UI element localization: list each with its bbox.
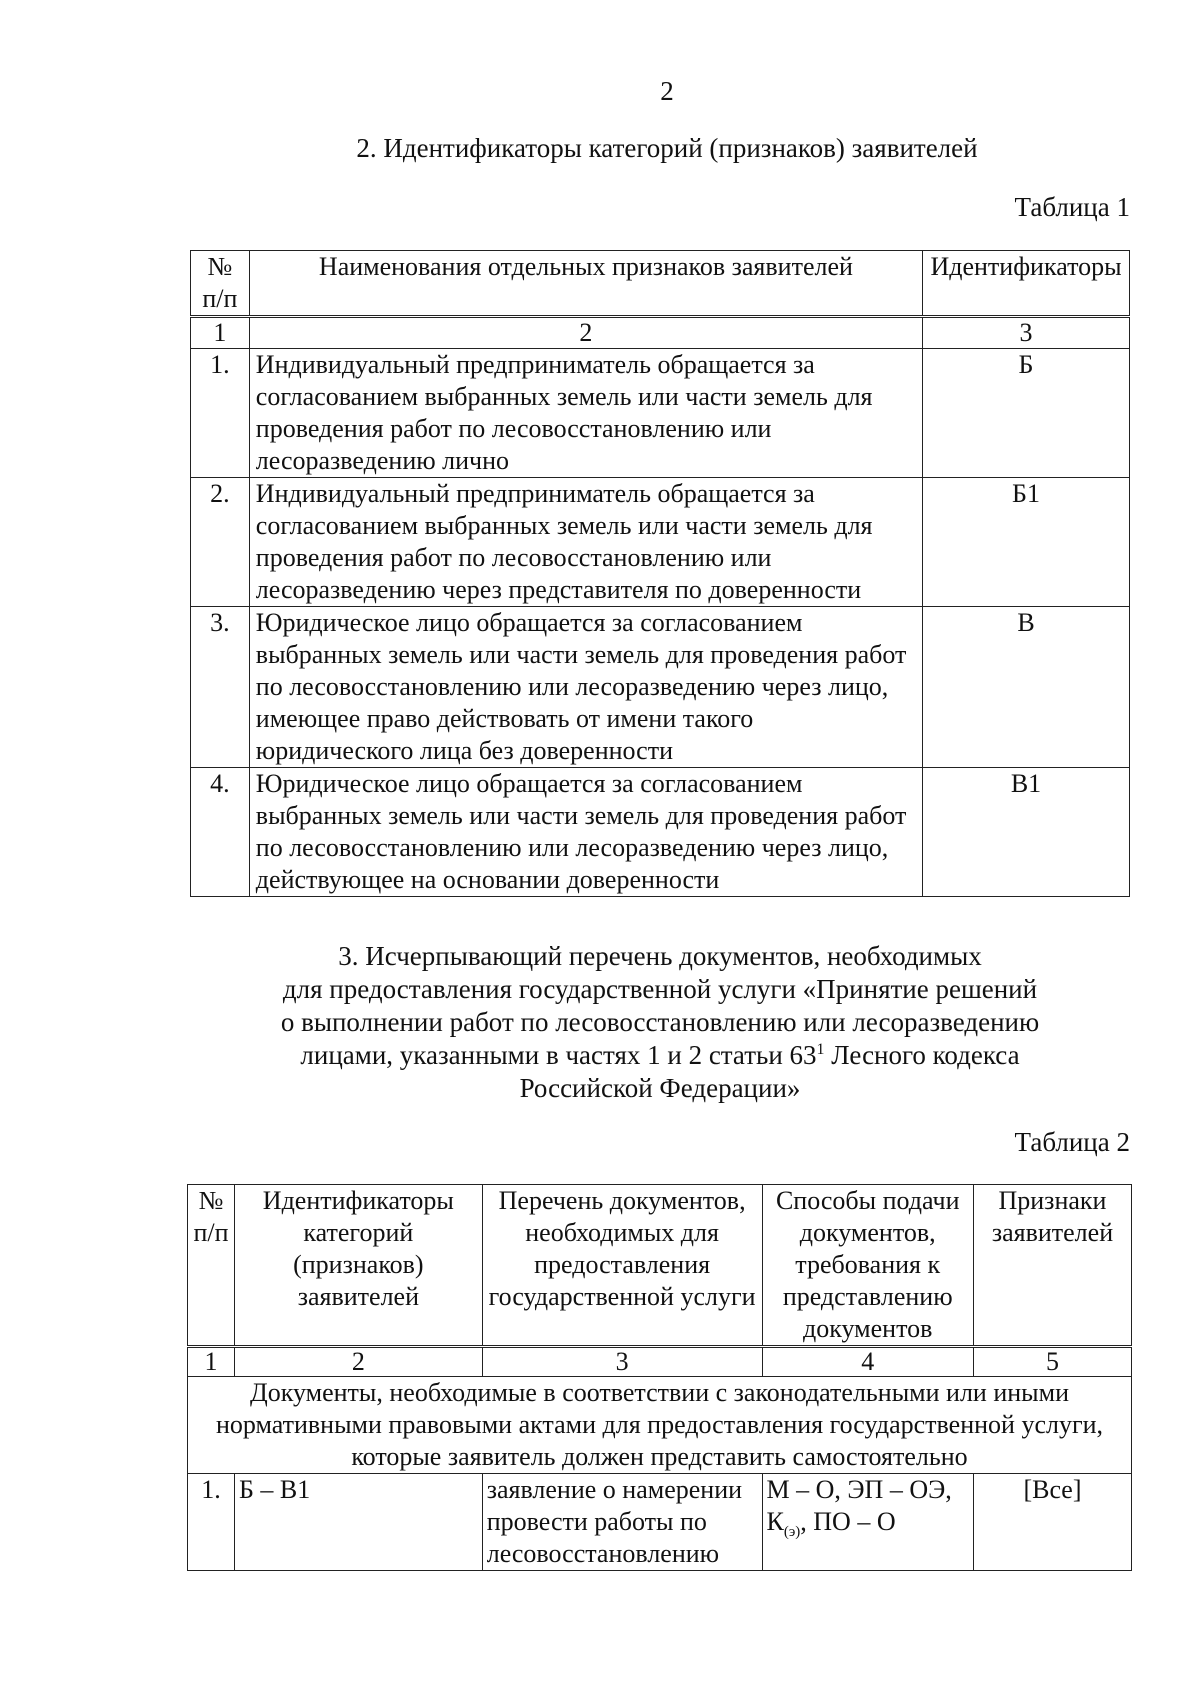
row-document: заявление о намерении провести работы по лесовосстановлению	[482, 1474, 762, 1571]
header-cell: № п/п	[188, 1185, 235, 1347]
section-title-documents	[200, 940, 1120, 1105]
header-cell: Идентификаторы	[923, 251, 1130, 317]
group-heading-row	[188, 1377, 1132, 1474]
title-line: лицами, указанными в частях 1 и 2 статьи $63^1$ Лесного кодекса	[300, 1040, 1020, 1070]
header-cell: Признаки заявителей	[973, 1185, 1131, 1347]
table-header-row	[188, 1185, 1132, 1347]
table-row	[191, 349, 1130, 478]
row-identifier: Б1	[923, 478, 1130, 607]
title-line: Российской Федерации»	[519, 1073, 801, 1103]
table-row	[191, 607, 1130, 768]
column-number: 3	[923, 317, 1130, 349]
table-row	[191, 768, 1130, 897]
row-identifier: В	[923, 607, 1130, 768]
column-number: 1	[191, 317, 250, 349]
row-description: Юридическое лицо обращается за согласованием выбранных земель или части земель для проведения работ по лесовосстановлению или лесоразведению через лицо, действующее на основании доверенности	[249, 768, 922, 897]
section-title-identifiers: 2. Идентификаторы категорий (признаков) заявителей	[356, 133, 978, 163]
title-line: для предоставления государственной услуги «Принятие решений	[282, 974, 1038, 1004]
identifiers-table	[190, 250, 1130, 897]
header-cell: Идентификаторы категорий (признаков) заявителей	[234, 1185, 482, 1347]
row-description: Индивидуальный предприниматель обращается за согласованием выбранных земель или части земель для проведения работ по лесовосстановлению или лесоразведению через представителя по доверенности	[249, 478, 922, 607]
documents-table	[187, 1184, 1132, 1571]
superscript: 1	[816, 1041, 825, 1058]
group-heading: Документы, необходимые в соответствии с законодательными или иными нормативными правовыми актами для предоставления государственной услуги, которые заявитель должен представить самостоятельно	[188, 1377, 1132, 1474]
header-cell: № п/п	[191, 251, 250, 317]
column-number: 4	[762, 1347, 973, 1377]
table-caption: Таблица 1	[1014, 192, 1130, 222]
header-cell: Перечень документов, необходимых для предоставления государственной услуги	[482, 1185, 762, 1347]
row-number: 1.	[188, 1474, 235, 1571]
column-number: 1	[188, 1347, 235, 1377]
column-number: 5	[973, 1347, 1131, 1377]
column-number: 2	[249, 317, 922, 349]
row-identifiers: Б – В1	[234, 1474, 482, 1571]
table-row	[188, 1474, 1132, 1571]
row-number: 1.	[191, 349, 250, 478]
row-identifier: В1	[923, 768, 1130, 897]
row-description: Юридическое лицо обращается за согласованием выбранных земель или части земель для проведения работ по лесовосстановлению или лесоразведению через лицо, имеющее право действовать от имени такого юридического лица без доверенности	[249, 607, 922, 768]
row-number: 3.	[191, 607, 250, 768]
column-number: 2	[234, 1347, 482, 1377]
row-number: 2.	[191, 478, 250, 607]
table-header-row	[191, 251, 1130, 317]
page-number: 2	[660, 76, 674, 106]
row-description: Индивидуальный предприниматель обращается за согласованием выбранных земель или части земель для проведения работ по лесовосстановлению или лесоразведению лично	[249, 349, 922, 478]
row-number: 4.	[191, 768, 250, 897]
column-number-row	[191, 317, 1130, 349]
column-number-row	[188, 1347, 1132, 1377]
header-cell: Наименования отдельных признаков заявителей	[249, 251, 922, 317]
title-line: о выполнении работ по лесовосстановлению или лесоразведению	[280, 1007, 1040, 1037]
row-signs: [Все]	[973, 1474, 1131, 1571]
row-submission-method: М – О, ЭП – ОЭ, $К_{(э)}$, ПО – О	[762, 1474, 973, 1571]
table-row	[191, 478, 1130, 607]
column-number: 3	[482, 1347, 762, 1377]
header-cell: Способы подачи документов, требования к представлению документов	[762, 1185, 973, 1347]
title-line: 3. Исчерпывающий перечень документов, необходимых	[338, 941, 982, 971]
table-caption: Таблица 2	[1014, 1127, 1130, 1157]
row-identifier: Б	[923, 349, 1130, 478]
